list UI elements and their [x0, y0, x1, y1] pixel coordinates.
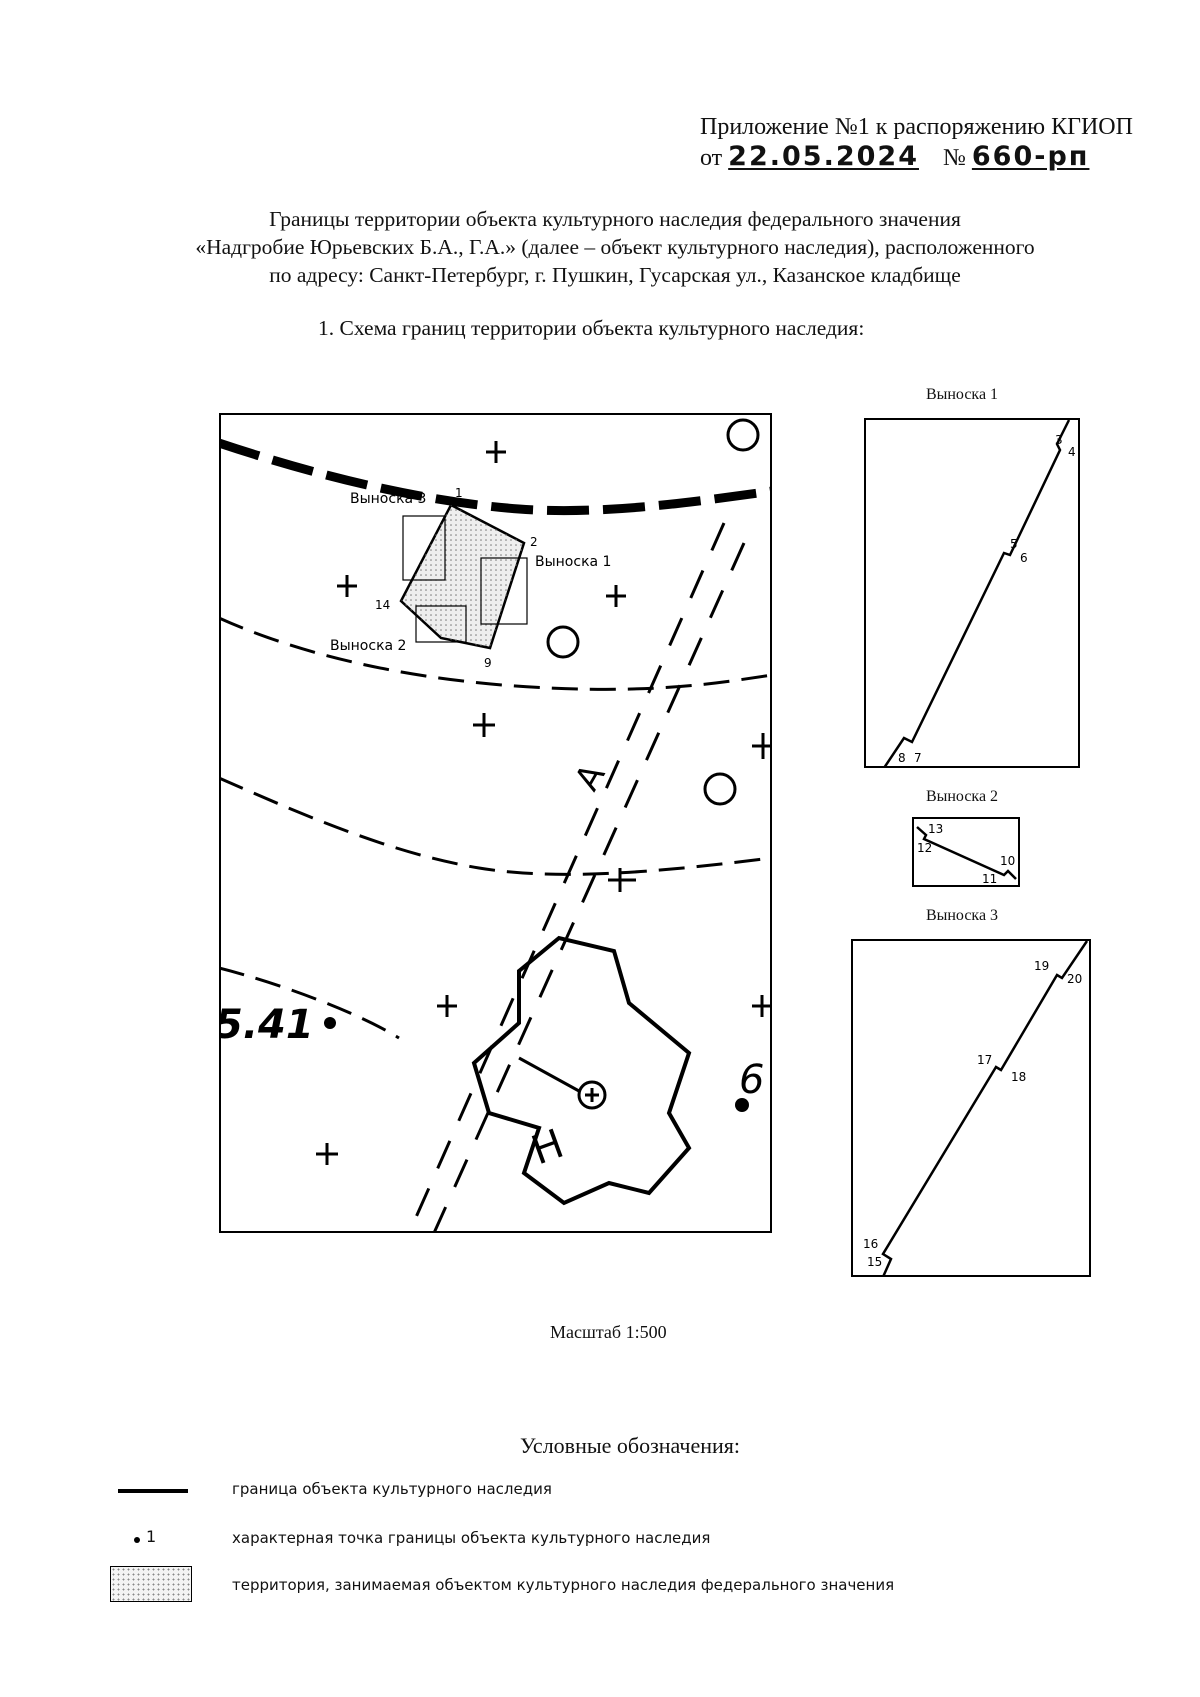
- survey-marker-lines: [519, 1058, 599, 1102]
- dashed-arc-2: [219, 778, 772, 874]
- callout-2-point-12: 12: [917, 841, 933, 855]
- grave-crosses: [316, 441, 772, 1165]
- section-heading: 1. Схема границ территории объекта культурного наследия:: [318, 316, 865, 340]
- callout-3-point-15: 15: [867, 1255, 883, 1269]
- legend-point-label: 1: [146, 1527, 157, 1546]
- callout-3-title: Выноска 3: [925, 907, 999, 924]
- legend-text-point: характерная точка границы объекта культурного наследия: [232, 1529, 711, 1547]
- callout-3-point-20: 20: [1067, 972, 1083, 986]
- appendix-date-line: [700, 142, 1150, 173]
- map-callout-3-label: Выноска 3: [350, 491, 427, 507]
- title-line-2: «Надгробие Юрьевских Б.А., Г.А.» (далее – объект культурного наследия), расположенного: [195, 235, 1035, 259]
- callout-2-title: Выноска 2: [925, 788, 999, 805]
- callout-3-point-19: 19: [1034, 959, 1050, 973]
- title-line-3: по адресу: Санкт-Петербург, г. Пушкин, Гусарская ул., Казанское кладбище: [269, 263, 961, 287]
- title-line-1: Границы территории объекта культурного наследия федерального значения: [269, 207, 961, 231]
- callout-1-point-4: 4: [1068, 445, 1076, 459]
- callout-3-boundary: [883, 941, 1087, 1277]
- point-label-9: 9: [484, 656, 492, 670]
- point-label-14: 14: [375, 598, 391, 612]
- callout-3: [851, 939, 1091, 1277]
- map-callout-1-label: Выноска 1: [535, 554, 612, 570]
- date-prefix: от: [700, 145, 723, 171]
- legend-text-boundary: граница объекта культурного наследия: [232, 1480, 552, 1498]
- point-label-2: 2: [530, 535, 538, 549]
- callout-3-drawing: [851, 939, 1091, 1277]
- legend-text-territory: территория, занимаемая объектом культурного наследия федерального значения: [232, 1576, 895, 1594]
- callout-1-title: Выноска 1: [925, 386, 999, 403]
- callout-2-point-11: 11: [982, 872, 998, 886]
- elevation-point: [324, 1017, 336, 1029]
- callout-1-point-5: 5: [1010, 537, 1018, 551]
- handwritten-date: 22.05.2024: [728, 141, 919, 172]
- number-prefix: №: [942, 145, 966, 171]
- appendix-reference: [700, 112, 1150, 173]
- document-title: [120, 205, 1110, 289]
- callout-2-drawing: [912, 817, 1020, 887]
- map-letter-a: А: [567, 757, 614, 798]
- callout-1: [864, 418, 1080, 768]
- callout-2: [912, 817, 1020, 887]
- callout-3-point-16: 16: [863, 1237, 879, 1251]
- callout-1-boundary: [884, 420, 1069, 768]
- main-map-drawing: [219, 413, 772, 1233]
- callout-2-point-13: 13: [928, 822, 944, 836]
- callout-1-point-3: 3: [1055, 433, 1063, 447]
- callout-2-point-10: 10: [1000, 854, 1016, 868]
- legend-line-symbol: [118, 1489, 188, 1493]
- legend-fill-symbol: [110, 1566, 192, 1602]
- callout-3-point-17: 17: [977, 1053, 993, 1067]
- elevation-label: 5.41: [219, 1002, 314, 1048]
- map-letter-h: Н: [525, 1120, 570, 1175]
- callout-3-point-18: 18: [1011, 1070, 1027, 1084]
- callout-1-drawing: [864, 418, 1080, 768]
- callout-1-point-7: 7: [914, 751, 922, 765]
- map-digit-6: 6: [739, 1057, 765, 1103]
- callout-1-point-6: 6: [1020, 551, 1028, 565]
- legend-title: Условные обозначения:: [520, 1433, 741, 1458]
- handwritten-number: 660-рп: [971, 141, 1090, 172]
- appendix-title: Приложение №1 к распоряжению КГИОП: [700, 114, 1133, 140]
- main-map: [219, 413, 772, 1233]
- point-label-1: 1: [455, 486, 463, 500]
- scale-label: Масштаб 1:500: [550, 1322, 667, 1342]
- callout-1-point-8: 8: [898, 751, 906, 765]
- legend-point-symbol: [134, 1537, 140, 1543]
- map-callout-2-label: Выноска 2: [330, 638, 407, 654]
